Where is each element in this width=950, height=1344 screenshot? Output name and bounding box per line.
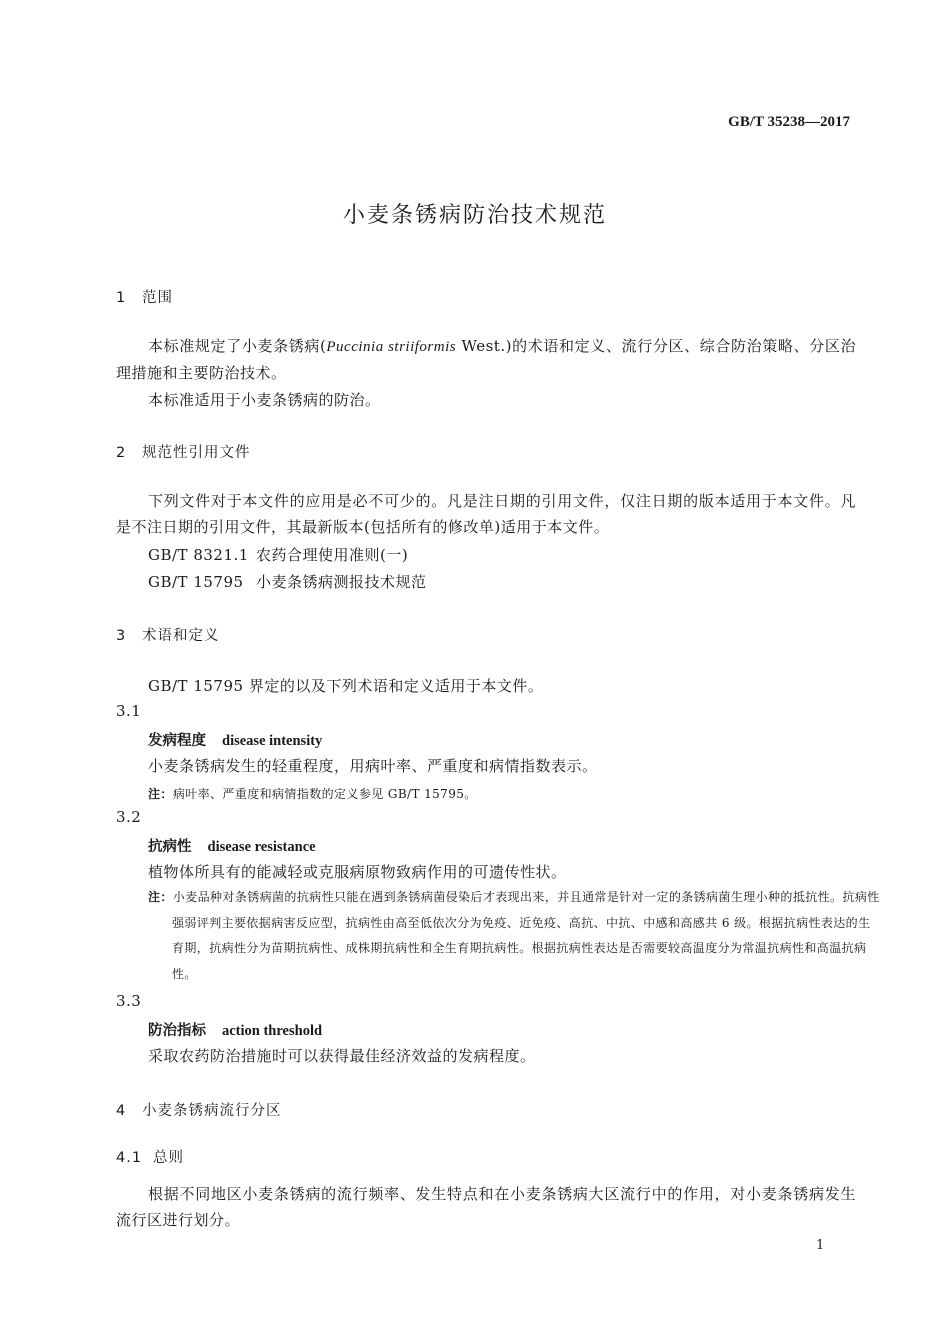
subsection-title: 总则 [153,1150,184,1166]
term-number: 3.3 [116,992,142,1010]
term-zh: 发病程度 [148,733,206,749]
note-label: 注： [148,890,173,904]
note-text: 小麦品种对条锈病菌的抗病性只能在遇到条锈病菌侵染后才表现出来，并且通常是针对一定的条锈病菌生理小种的抵抗性。抗病性强弱评判主要依据病害反应型，抗病性由高至低依次分为免疫、近免疫、高抗、中抗、中感和高感共 6 级。根据抗病性表达的生育期，抗病性分为苗期抗病性、成株期抗病性和全生育期抗病性。根据抗病性表达是否需要较高温度分为常温抗病性和高温抗病性。 [172,890,880,982]
document-title: 小麦条锈病防治技术规范 [342,203,607,228]
subsection-number: 4.1 [116,1150,143,1166]
term-number: 3.2 [116,808,142,826]
term-definition: 植物体所具有的能减轻或克服病原物致病作用的可遗传性状。 [148,863,567,881]
section-title: 术语和定义 [142,628,220,644]
section-2-paragraph-1: 下列文件对于本文件的应用是必不可少的。凡是注日期的引用文件，仅注日期的版本适用于本文件。凡是不注日期的引用文件，其最新版本(包括所有的修改单)适用于本文件。 [116,492,856,536]
term-en: disease intensity [222,733,323,749]
subsection-4-1-heading [116,1146,184,1167]
paragraph-text: West.)的术语和定义、流行分区、综合防治策略、分区治理措施和主要防治技术。 [116,337,857,382]
section-number: 3 [116,628,127,644]
subsection-4-1-paragraph: 根据不同地区小麦条锈病的流行频率、发生特点和在小麦条锈病大区流行中的作用，对小麦条锈病发生流行区进行划分。 [116,1185,856,1229]
term-en: disease resistance [207,839,316,855]
reference-title: 小麦条锈病测报技术规范 [256,573,427,591]
section-number: 1 [116,290,127,306]
term-heading [148,729,322,750]
reference-item [148,571,427,592]
reference-title: 农药合理使用准则(一) [256,546,409,564]
reference-code: GB/T 8321.1 [148,546,249,564]
section-1-paragraph-1 [116,333,856,386]
term-note [148,885,880,988]
section-3-heading [116,624,220,645]
page-number: 1 [816,1238,825,1253]
term-definition: 采取农药防治措施时可以获得最佳经济效益的发病程度。 [148,1047,536,1065]
standard-code: GB/T 35238—2017 [728,114,850,130]
section-number: 2 [116,445,127,461]
term-heading [148,1019,322,1040]
section-1-heading [116,286,173,307]
note-text: 病叶率、严重度和病情指数的定义参见 GB/T 15795。 [172,787,477,801]
term-zh: 抗病性 [148,839,192,855]
note-label: 注： [148,787,173,801]
paragraph-text: 本标准规定了小麦条锈病( [148,337,327,355]
term-definition: 小麦条锈病发生的轻重程度，用病叶率、严重度和病情指数表示。 [148,757,598,775]
section-3-intro: GB/T 15795 界定的以及下列术语和定义适用于本文件。 [148,677,544,695]
term-note [148,785,477,802]
latin-species-name: Puccinia striiformis [326,339,457,355]
section-number: 4 [116,1103,127,1119]
section-2-heading [116,441,251,462]
section-title: 小麦条锈病流行分区 [142,1103,282,1119]
reference-item [148,544,408,565]
reference-code: GB/T 15795 [148,573,244,591]
section-title: 范围 [142,290,173,306]
term-zh: 防治指标 [148,1023,206,1039]
section-title: 规范性引用文件 [142,445,251,461]
term-number: 3.1 [116,702,142,720]
term-heading [148,835,316,856]
section-1-paragraph-2: 本标准适用于小麦条锈病的防治。 [148,391,381,409]
term-en: action threshold [222,1023,323,1039]
section-4-heading [116,1099,282,1120]
